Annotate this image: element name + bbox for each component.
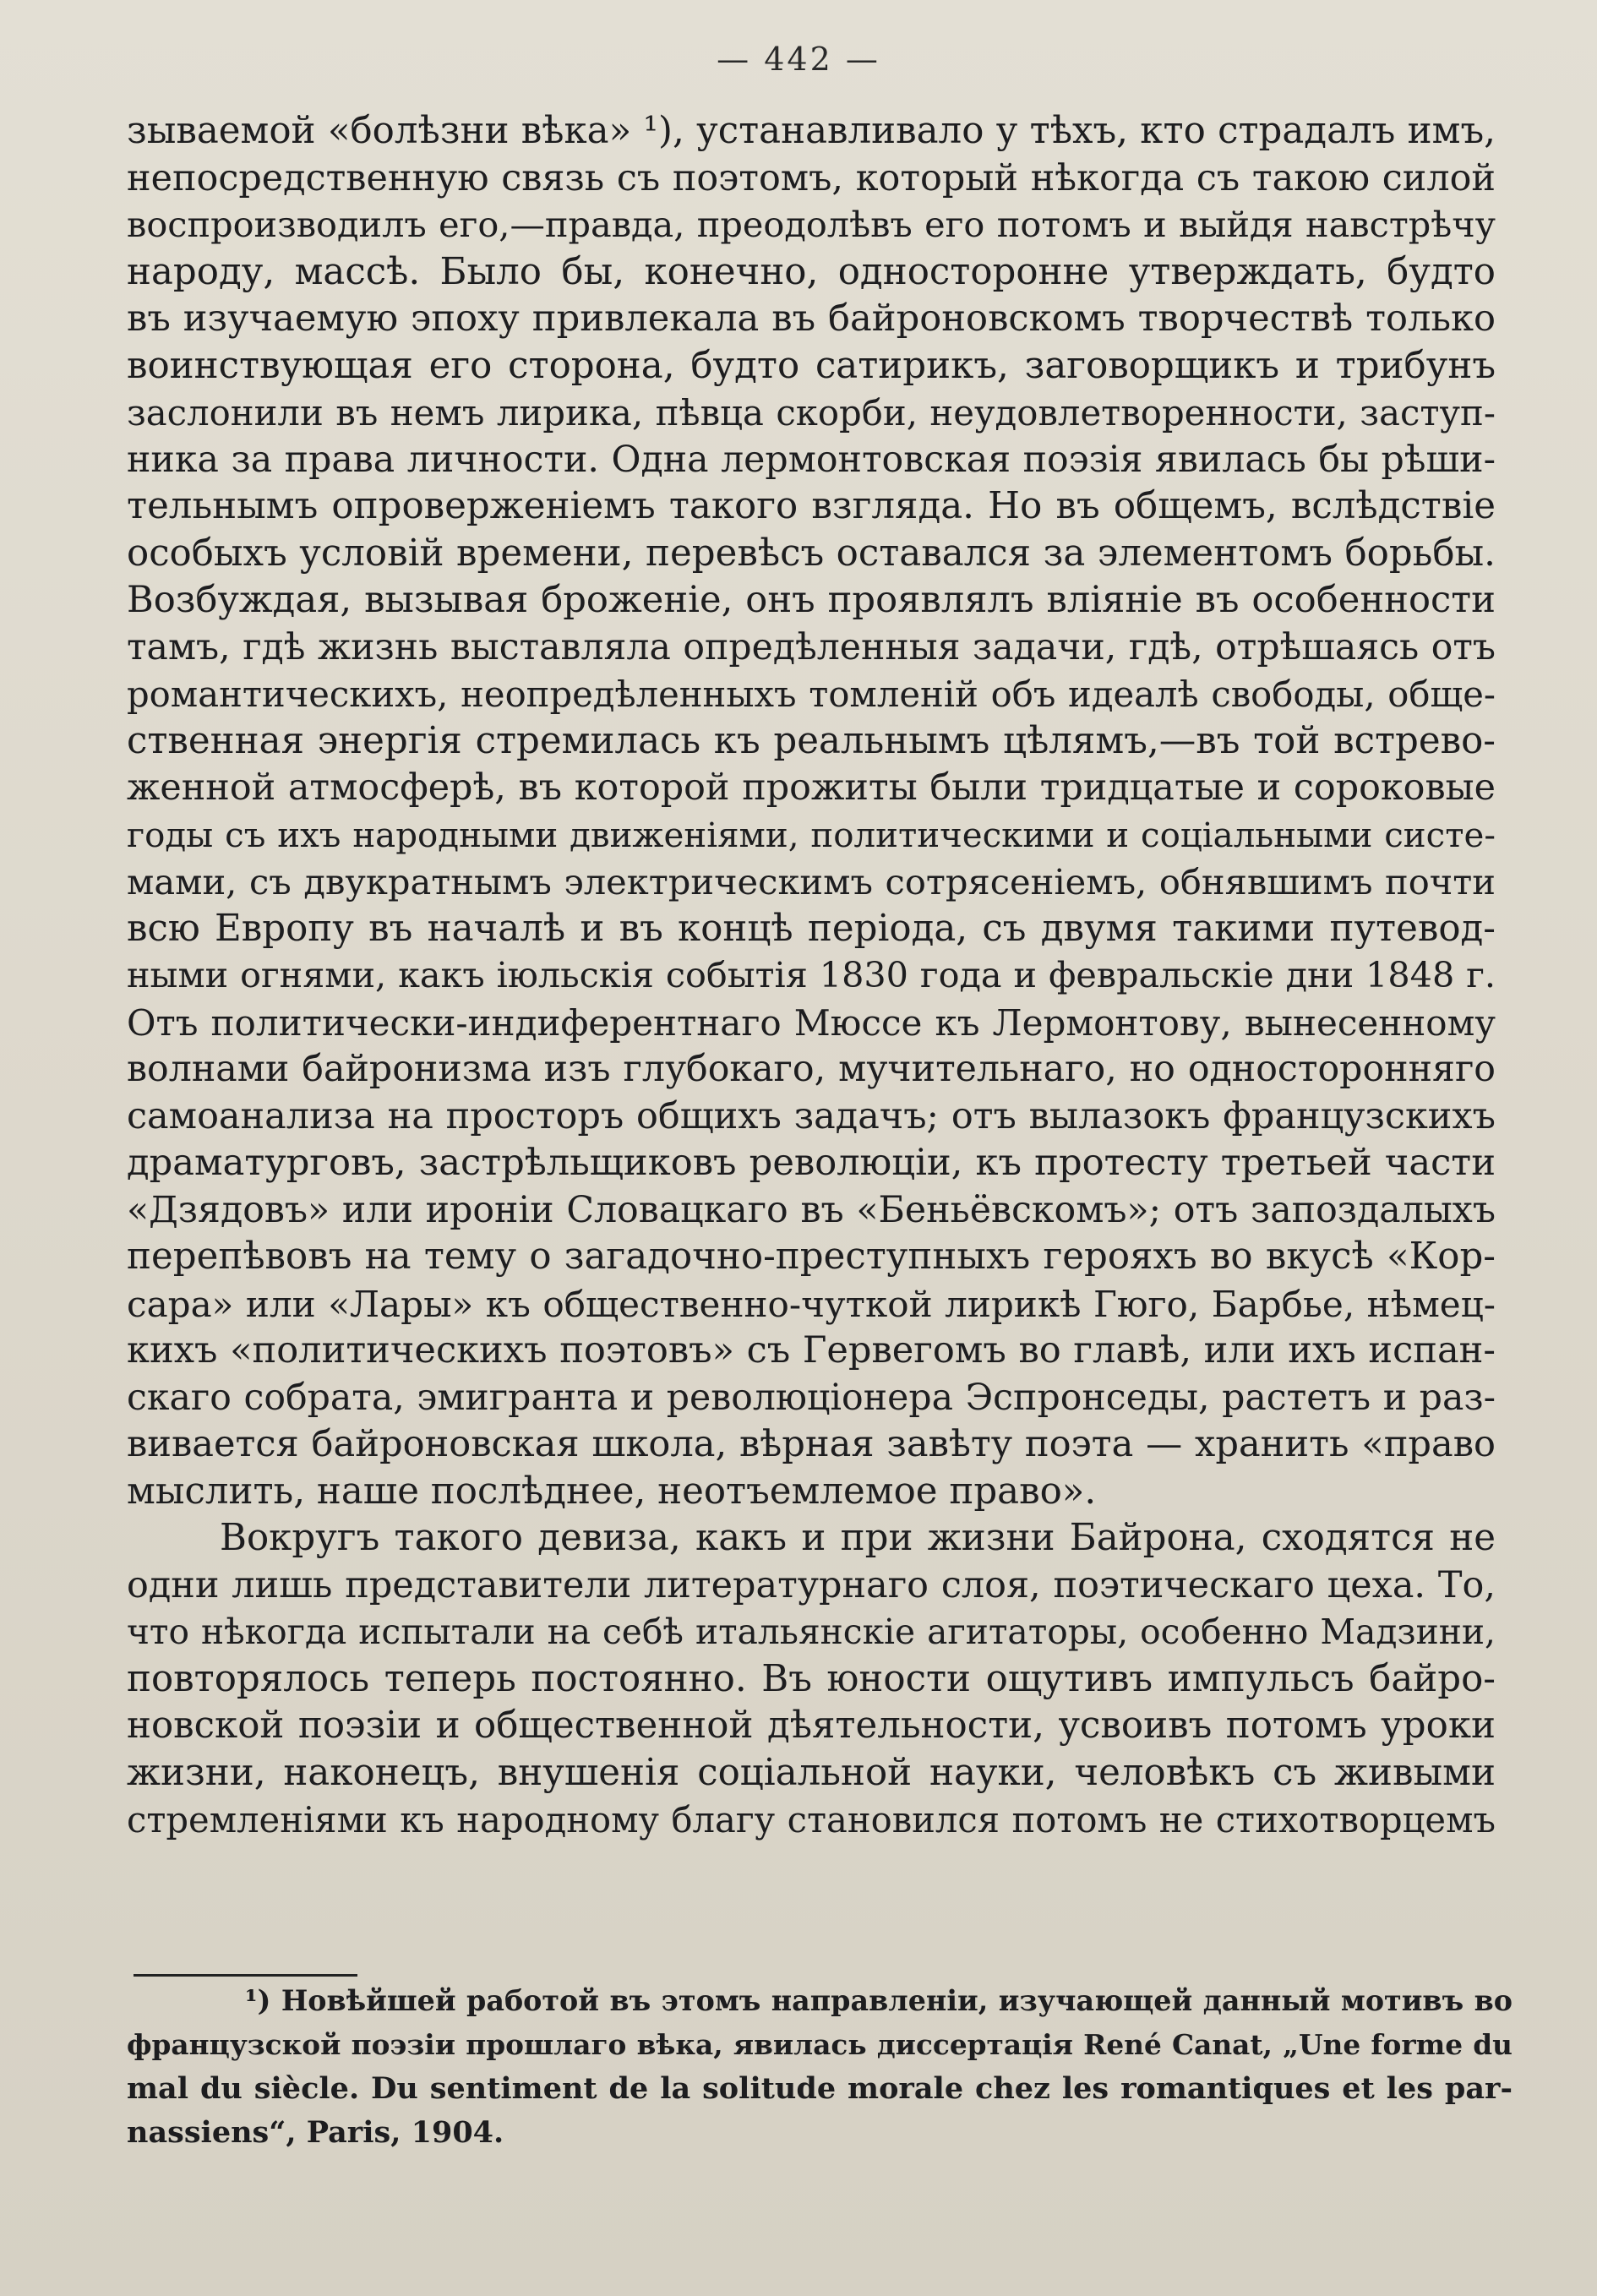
footnote-line: mal du siècle. Du sentiment de la solitude morale chez les romantiques et les par- (127, 2071, 1513, 2106)
text-line: одни лишь представители литературнаго слоя, поэтическаго цеха. То, (127, 1563, 1496, 1606)
text-line: скаго собрата, эмигранта и революціонера Эспронседы, растетъ и раз- (127, 1376, 1496, 1419)
text-line: что нѣкогда испытали на себѣ итальянскіе агитаторы, особенно Мадзини, (127, 1612, 1496, 1652)
text-line: жизни, наконецъ, внушенія соціальной науки, человѣкъ съ живыми (127, 1751, 1496, 1794)
text-line: вивается байроновская школа, вѣрная завѣту поэта — хранить «право (127, 1423, 1496, 1465)
footnote-divider (134, 1974, 357, 1977)
text-line: народу, массѣ. Было бы, конечно, односторонне утверждать, будто (127, 250, 1496, 293)
paragraph-start-line: Вокругъ такого девиза, какъ и при жизни Байрона, сходятся не (220, 1517, 1496, 1559)
text-line: новской поэзіи и общественной дѣятельности, усвоивъ потомъ уроки (127, 1704, 1496, 1747)
text-line: воинствующая его сторона, будто сатирикъ, заговорщикъ и трибунъ (127, 344, 1496, 387)
text-line: заслонили въ немъ лирика, пѣвца скорби, неудовлетворенности, заступ- (127, 392, 1496, 434)
text-line: самоанализа на просторъ общихъ задачъ; отъ вылазокъ французскихъ (127, 1094, 1496, 1137)
text-line: волнами байронизма изъ глубокаго, мучительнаго, но односторонняго (127, 1048, 1496, 1090)
text-line: перепѣвовъ на тему о загадочно-преступныхъ герояхъ во вкусѣ «Кор- (127, 1235, 1496, 1278)
paragraph-end-line: мыслить, наше послѣднее, неотъемлемое право». (127, 1470, 1097, 1513)
footnote (127, 1979, 1513, 2155)
footnote-line: французской поэзіи прошлаго вѣка, явилась диссертація René Canat, „Une forme du (127, 2028, 1513, 2061)
text-line: повторялось теперь постоянно. Въ юности ощутивъ импульсъ байро- (127, 1657, 1496, 1700)
text-line: особыхъ условій времени, перевѣсъ оставался за элементомъ борьбы. (127, 532, 1496, 575)
text-line: ными огнями, какъ іюльскія событія 1830 года и февральскіе дни 1848 г. (127, 955, 1496, 995)
text-line: кихъ «политическихъ поэтовъ» съ Гервегомъ во главѣ, или ихъ испан- (127, 1329, 1496, 1372)
text-line: ника за права личности. Одна лермонтовская поэзія явилась бы рѣши- (127, 438, 1496, 481)
text-line: тельнымъ опроверженіемъ такого взгляда. Но въ общемъ, вслѣдствіе (127, 485, 1496, 527)
text-line: зываемой «болѣзни вѣка» ¹), устанавливало у тѣхъ, кто страдалъ имъ, (127, 110, 1496, 152)
text-line: Отъ политически-индиферентнаго Мюссе къ Лермонтову, вынесенному (127, 1001, 1496, 1044)
text-line: тамъ, гдѣ жизнь выставляла опредѣленныя задачи, гдѣ, отрѣшаясь отъ (127, 625, 1496, 668)
page-number: — 442 — (717, 41, 880, 78)
text-line: воспроизводилъ его,—правда, преодолѣвъ его потомъ и выйдя навстрѣчу (127, 205, 1496, 245)
footnote-line: nassiens“, Paris, 1904. (127, 2115, 504, 2150)
text-line: Возбуждая, вызывая броженіе, онъ проявлялъ вліяніе въ особенности (127, 579, 1496, 621)
text-line: мами, съ двукратнымъ электрическимъ сотрясеніемъ, обнявшимъ почти (127, 861, 1496, 903)
text-line: стремленіями къ народному благу становился потомъ не стихотворцемъ (127, 1799, 1496, 1841)
text-line: женной атмосферѣ, въ которой прожиты были тридцатые и сороковые (127, 766, 1496, 809)
text-line: драматурговъ, застрѣльщиковъ революціи, къ протесту третьей части (127, 1142, 1496, 1184)
text-line: сара» или «Лары» къ общественно-чуткой лирикѣ Гюго, Барбье, нѣмец- (127, 1283, 1496, 1325)
text-line: непосредственную связь съ поэтомъ, который нѣкогда съ такою силой (127, 156, 1496, 199)
body-text (127, 108, 1496, 1844)
text-line: ственная энергія стремилась къ реальнымъ цѣлямъ,—въ той встрево- (127, 719, 1496, 762)
text-line: всю Европу въ началѣ и въ концѣ періода, съ двумя такими путевод- (127, 907, 1496, 950)
text-line: въ изучаемую эпоху привлекала въ байроновскомъ творчествѣ только (127, 297, 1496, 340)
text-line: «Дзядовъ» или ироніи Словацкаго въ «Беньёвскомъ»; отъ запоздалыхъ (127, 1188, 1496, 1231)
text-line: годы съ ихъ народными движеніями, политическими и соціальными систе- (127, 815, 1496, 855)
footnote-line: ¹) Новѣйшей работой въ этомъ направленіи, изучающей данный мотивъ во (245, 1984, 1513, 2017)
text-line: романтическихъ, неопредѣленныхъ томленій объ идеалѣ свободы, обще- (127, 674, 1496, 715)
